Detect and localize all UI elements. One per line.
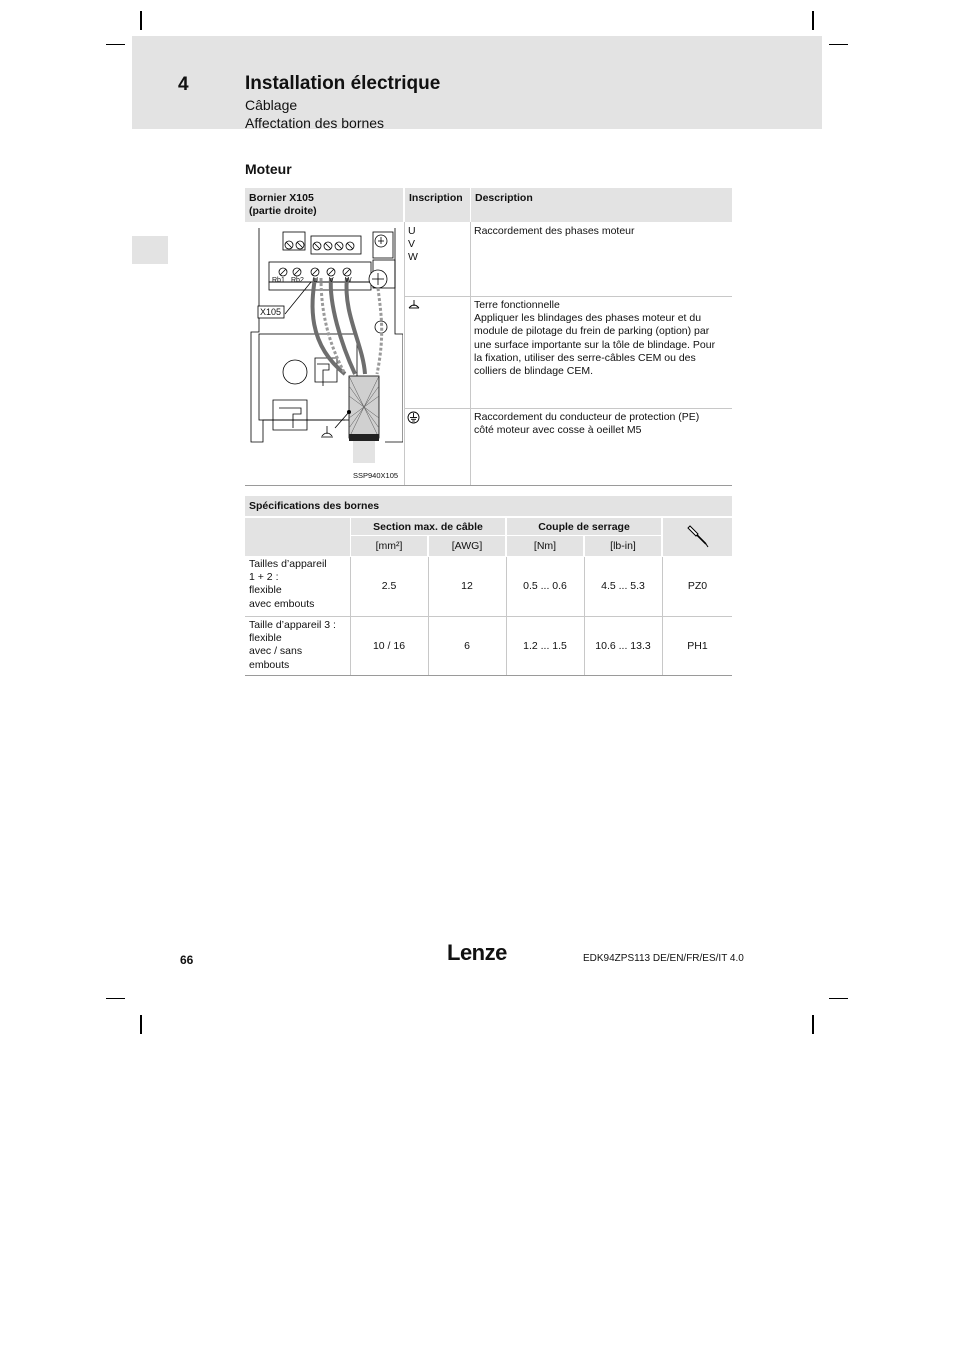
spec-value-tool xyxy=(663,617,732,674)
crop-mark xyxy=(829,998,848,999)
spec-title-text: Spécifications des bornes xyxy=(249,500,380,512)
terminal-label: Rb1 xyxy=(272,277,285,284)
group-header-text: Couple de serrage xyxy=(538,520,630,533)
row-label-text: avec embouts xyxy=(249,597,315,610)
header-text: Description xyxy=(475,192,533,204)
chapter-number: 4 xyxy=(178,74,189,95)
group-header-text: Section max. de câble xyxy=(373,520,483,533)
terminal-label: V xyxy=(329,277,334,284)
table-header-terminal xyxy=(245,188,403,222)
description-text: module de pilotage du frein de parking (option) par xyxy=(474,325,710,338)
description-text: Raccordement du conducteur de protection (PE) xyxy=(474,411,700,423)
crop-mark xyxy=(106,44,125,45)
header-text: (partie droite) xyxy=(249,205,317,218)
divider xyxy=(405,408,732,409)
description-motor-phases xyxy=(474,225,730,238)
description-text: une surface importante sur la tôle de blindage. Pour xyxy=(474,338,716,351)
header-text: Inscription xyxy=(409,192,463,204)
subtitle-terminal-assignment: Affectation des bornes xyxy=(245,115,385,131)
spec-header-unit-mm2 xyxy=(351,536,427,556)
terminal-label: W xyxy=(345,277,352,284)
connector-label: X105 xyxy=(260,307,282,317)
value-text: 10 / 16 xyxy=(372,639,406,652)
description-text: Raccordement des phases moteur xyxy=(474,225,635,237)
unit-text: [mm²] xyxy=(375,540,403,552)
crop-mark xyxy=(140,1015,142,1034)
section-title: Moteur xyxy=(245,161,292,177)
divider xyxy=(584,557,585,675)
divider xyxy=(405,296,732,297)
crop-mark xyxy=(812,1015,814,1034)
spec-value-nm xyxy=(507,557,583,615)
inscription-uvw xyxy=(408,225,418,265)
unit-text: [lb-in] xyxy=(610,540,636,552)
value-text: 2.5 xyxy=(381,580,397,592)
row-label-text: 1 + 2 : xyxy=(249,571,279,584)
description-text: Terre fonctionnelle xyxy=(474,299,560,311)
terminal-label: U xyxy=(313,277,319,284)
spec-table-title xyxy=(245,496,732,516)
value-text: 1.2 ... 1.5 xyxy=(523,639,567,652)
row-label-text: avec / sans xyxy=(249,645,303,658)
row-label-text: flexible xyxy=(249,632,282,645)
description-functional-earth xyxy=(474,299,730,378)
value-text: 6 xyxy=(464,639,470,652)
crop-mark xyxy=(106,998,125,999)
row-label-text: Tailles d’appareil xyxy=(249,558,327,570)
description-protective-earth xyxy=(474,411,730,437)
description-text: colliers de blindage CEM. xyxy=(474,365,594,378)
row-label-text: Taille d’appareil 3 : xyxy=(249,619,336,631)
divider xyxy=(662,557,663,675)
functional-earth-icon xyxy=(408,299,420,311)
spec-header-section xyxy=(351,518,505,535)
unit-text: [Nm] xyxy=(533,540,557,552)
side-tab-marker xyxy=(132,236,168,264)
table-header-inscription xyxy=(405,188,470,222)
spec-value-mm2 xyxy=(351,617,427,674)
spec-value-nm xyxy=(507,617,583,674)
chapter-title: Installation électrique xyxy=(245,73,441,94)
crop-mark xyxy=(812,11,814,30)
spec-row-label xyxy=(249,619,349,672)
divider xyxy=(245,675,732,676)
crop-mark xyxy=(140,11,142,30)
unit-text: [AWG] xyxy=(451,540,483,552)
inscription-text: U xyxy=(408,225,416,237)
spec-value-awg xyxy=(429,617,505,674)
subtitle-wiring: Câblage xyxy=(245,97,298,113)
spec-value-lbin xyxy=(585,557,661,615)
spec-header-unit-lbin xyxy=(585,536,661,556)
value-text: 10.6 ... 13.3 xyxy=(595,639,651,652)
figure-id: SSP940X105 xyxy=(353,471,399,480)
inscription-text: V xyxy=(408,238,416,251)
spec-value-mm2 xyxy=(351,557,427,615)
terminal-label: Rb2 xyxy=(291,277,304,284)
inscription-text: W xyxy=(408,251,418,264)
page-number: 66 xyxy=(180,953,194,967)
spec-header-unit-nm xyxy=(507,536,583,556)
terminal-figure xyxy=(245,224,403,482)
divider xyxy=(404,222,405,486)
lenze-logo: Lenze xyxy=(447,940,507,965)
row-label-text: flexible xyxy=(249,584,282,597)
row-label-text: embouts xyxy=(249,658,290,671)
spec-header-torque xyxy=(507,518,661,535)
value-text: 12 xyxy=(461,580,473,592)
table-header-description xyxy=(471,188,732,222)
divider xyxy=(506,557,507,675)
value-text: PZ0 xyxy=(687,580,708,592)
header-band xyxy=(132,36,822,129)
spec-value-tool xyxy=(663,557,732,615)
header-text: Bornier X105 xyxy=(249,192,314,204)
description-text: la fixation, utiliser des serre-câbles CEM ou des xyxy=(474,351,696,364)
protective-earth-icon xyxy=(407,411,420,424)
document-reference: EDK94ZPS113 DE/EN/FR/ES/IT 4.0 xyxy=(583,953,744,964)
description-text: Appliquer les blindages des phases moteur et du xyxy=(474,312,702,325)
value-text: 0.5 ... 0.6 xyxy=(523,580,567,592)
divider xyxy=(350,557,351,675)
crop-mark xyxy=(829,44,848,45)
description-text: côté moteur avec cosse à oeillet M5 xyxy=(474,424,642,437)
spec-header-tool xyxy=(663,518,732,556)
spec-value-awg xyxy=(429,557,505,615)
divider xyxy=(245,485,732,486)
spec-value-lbin xyxy=(585,617,661,674)
value-text: 4.5 ... 5.3 xyxy=(601,580,645,592)
screwdriver-icon xyxy=(686,525,710,549)
divider xyxy=(470,222,471,486)
spec-header-unit-awg xyxy=(429,536,505,556)
spec-row-label xyxy=(249,558,349,611)
divider xyxy=(428,557,429,675)
value-text: PH1 xyxy=(687,639,708,652)
spec-header-blank xyxy=(245,518,350,556)
